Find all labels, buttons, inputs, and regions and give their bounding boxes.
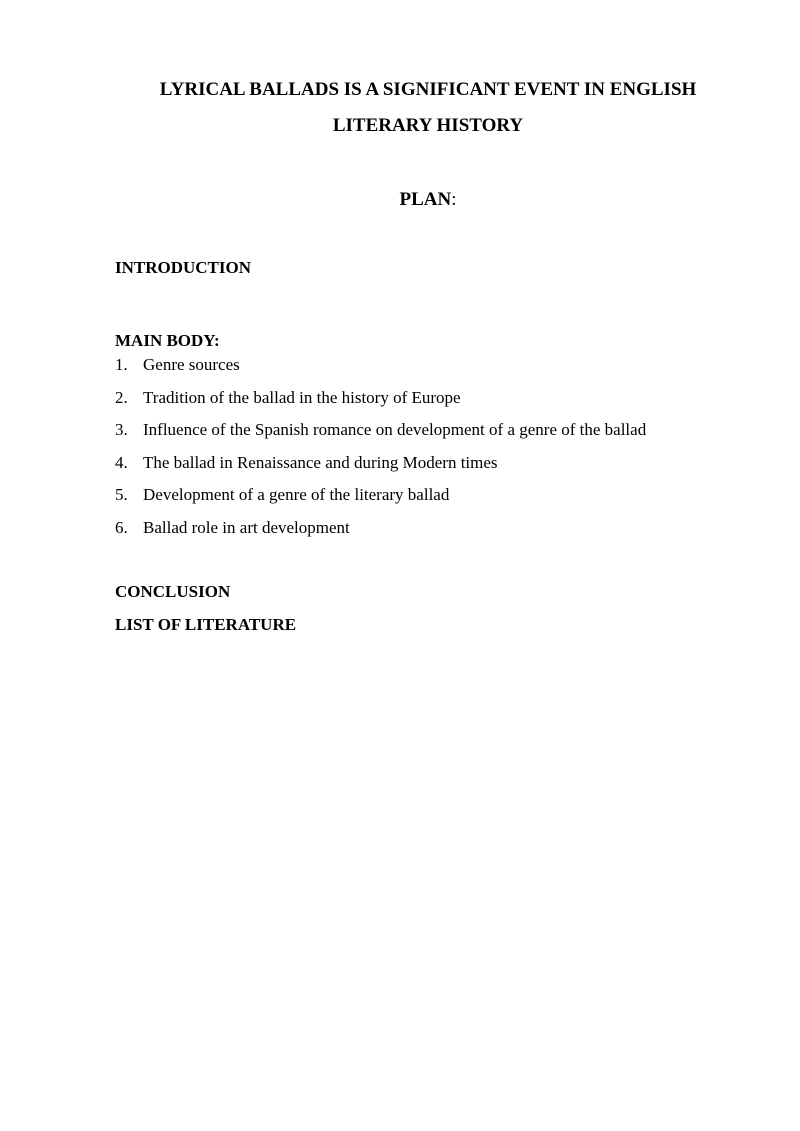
list-item-text: Ballad role in art development xyxy=(143,517,350,537)
list-item-number: 3. xyxy=(115,420,128,439)
list-item-number: 4. xyxy=(115,452,128,472)
document-title-line-2: LITERARY HISTORY xyxy=(332,115,524,136)
document-title-line-1: LYRICAL BALLADS IS A SIGNIFICANT EVENT IN ENGLISH xyxy=(159,79,697,100)
list-item xyxy=(115,517,646,550)
section-list-of-literature: LIST OF LITERATURE xyxy=(115,615,297,634)
list-item-number: 5. xyxy=(115,485,128,504)
section-introduction: INTRODUCTION xyxy=(115,258,252,277)
list-item xyxy=(115,452,646,485)
list-item-text: Tradition of the ballad in the history of Europe xyxy=(143,387,461,407)
list-item-text: Influence of the Spanish romance on development of a genre of the ballad xyxy=(143,420,647,439)
plan-label: PLAN xyxy=(399,189,452,210)
list-item xyxy=(115,354,646,387)
list-item-text: The ballad in Renaissance and during Modern times xyxy=(143,452,498,472)
plan-colon: : xyxy=(451,189,457,210)
section-conclusion: CONCLUSION xyxy=(115,582,231,601)
list-item-number: 1. xyxy=(115,355,128,374)
list-item xyxy=(115,387,646,420)
list-item-text: Genre sources xyxy=(143,355,240,374)
list-item xyxy=(115,419,646,452)
list-item xyxy=(115,484,646,517)
list-item-number: 2. xyxy=(115,387,128,407)
plan-heading xyxy=(100,189,756,211)
section-main-body: MAIN BODY: xyxy=(115,331,220,350)
list-item-text: Development of a genre of the literary ballad xyxy=(143,485,450,504)
main-body-list xyxy=(115,354,646,549)
list-item-number: 6. xyxy=(115,517,128,537)
